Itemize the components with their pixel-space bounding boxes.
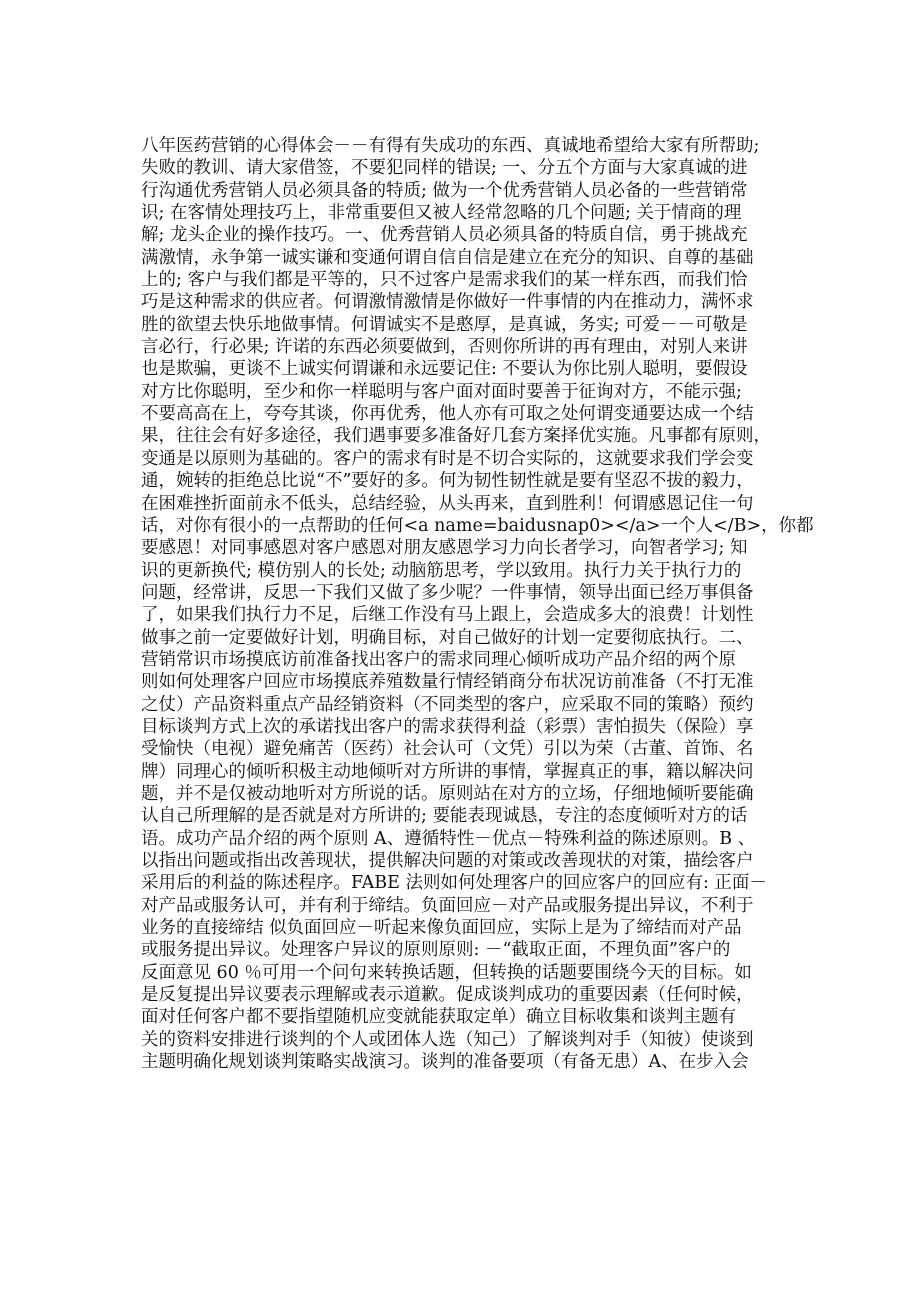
text-line: 面对任何客户都不要指望随机应变就能获取定单）确立目标收集和谈判主题有 — [141, 1007, 736, 1028]
text-line: 主题明确化规划谈判策略实战演习。谈判的准备要项（有备无患）A、在步入会 — [141, 1052, 749, 1073]
text-line: 话，对你有很小的一点帮助的任何<a name=baidusnap0></a>一个人</B>，你都 — [141, 515, 814, 536]
text-line: 失败的教训、请大家借签，不要犯同样的错误; 一、分五个方面与大家真诚的进 — [141, 158, 748, 179]
text-line: 对产品或服务认可，并有利于缔结。负面回应－对产品或服务提出异议，不利于 — [141, 895, 754, 916]
text-line: 胜的欲望去快乐地做事情。何谓诚实不是憨厚，是真诚，务实; 可爱－－可敬是 — [141, 314, 748, 335]
text-line: 对方比你聪明，至少和你一样聪明与客户面对面时要善于征询对方，不能示强; — [141, 381, 742, 402]
text-line: 语。成功产品介绍的两个原则 A、遵循特性－优点－特殊利益的陈述原则。B 、 — [141, 828, 756, 849]
text-line: 解; 龙头企业的操作技巧。一、优秀营销人员必须具备的特质自信，勇于挑战充 — [141, 225, 748, 246]
text-line: 反面意见 60 ％可用一个问句来转换话题，但转换的话题要围绕今天的目标。如 — [141, 962, 752, 983]
text-line: 是反复提出异议要表示理解或表示道歉。促成谈判成功的重要因素（任何时候， — [141, 985, 754, 1006]
text-line: 了，如果我们执行力不足，后继工作没有马上跟上，会造成多大的浪费！计划性 — [141, 605, 754, 626]
text-line: 满激情，永争第一诚实谦和变通何谓自信自信是建立在充分的知识、自尊的基础 — [141, 247, 754, 268]
text-line: 或服务提出异议。处理客户异议的原则原则: －“截取正面，不理负面”客户的 — [141, 940, 731, 961]
text-line: 识的更新换代; 模仿别人的长处; 动脑筋思考，学以致用。执行力关于执行力的 — [141, 560, 742, 581]
text-line: 言必行，行必果; 许诺的东西必须要做到，否则你所讲的再有理由，对别人来讲 — [141, 337, 748, 358]
text-line: 行沟通优秀营销人员必须具备的特质; 做为一个优秀营销人员必备的一些营销常 — [141, 180, 748, 201]
text-line: 变通是以原则为基础的。客户的需求有时是不切合实际的，这就要求我们学会变 — [141, 448, 754, 469]
text-line: 之仗）产品资料重点产品经销资料（不同类型的客户，应采取不同的策略）预约 — [141, 694, 754, 715]
text-line: 上的; 客户与我们都是平等的，只不过客户是需求我们的某一样东西，而我们恰 — [141, 270, 748, 291]
text-line: 牌）同理心的倾听积极主动地倾听对方所讲的事情，掌握真正的事，籍以解决问 — [141, 761, 754, 782]
text-line: 业务的直接缔结 似负面回应－听起来像负面回应，实际上是为了缔结而对产品 — [141, 918, 742, 939]
text-line: 做事之前一定要做好计划，明确目标，对自己做好的计划一定要彻底执行。二、 — [141, 627, 754, 648]
text-line: 果，往往会有好多途径，我们遇事要多准备好几套方案择优实施。凡事都有原则， — [141, 426, 771, 447]
text-line: 识; 在客情处理技巧上，非常重要但又被人经常忽略的几个问题; 关于情商的理 — [141, 203, 742, 224]
text-line: 题，并不是仅被动地听对方所说的话。原则站在对方的立场，仔细地倾听要能确 — [141, 783, 754, 804]
text-line: 通，婉转的拒绝总比说“不”要好的多。何为韧性韧性就是要有坚忍不拔的毅力， — [141, 471, 754, 492]
text-line: 以指出问题或指出改善现状，提供解决问题的对策或改善现状的对策，描绘客户 — [141, 851, 754, 871]
text-line: 八年医药营销的心得体会－－有得有失成功的东西、真诚地希望给大家有所帮助; — [141, 136, 760, 156]
text-line: 在困难挫折面前永不低头，总结经验，从头再来，直到胜利！何谓感恩记住一句 — [141, 493, 754, 514]
text-line: 不要高高在上，夸夸其谈，你再优秀，他人亦有可取之处何谓变通要达成一个结 — [141, 404, 754, 425]
text-line: 目标谈判方式上次的承诺找出客户的需求获得利益（彩票）害怕损失（保险）享 — [141, 716, 754, 737]
text-line: 问题，经常讲，反思一下我们又做了多少呢？一件事情，领导出面已经万事俱备 — [141, 582, 754, 603]
text-line: 关的资料安排进行谈判的个人或团体人选（知己）了解谈判对手（知彼）使谈到 — [141, 1029, 754, 1050]
text-line: 营销常识市场摸底访前准备找出客户的需求同理心倾听成功产品介绍的两个原 — [141, 649, 736, 670]
text-line: 则如何处理客户回应市场摸底养殖数量行情经销商分布状况访前准备（不打无准 — [141, 672, 754, 693]
text-line: 采用后的利益的陈述程序。FABE 法则如何处理客户的回应客户的回应有: 正面－ — [141, 873, 767, 894]
text-line: 也是欺骗，更谈不上诚实何谓谦和永远要记住: 不要认为你比别人聪明，要假设 — [141, 359, 748, 380]
text-line: 巧是这种需求的供应者。何谓激情激情是你做好一件事情的内在推动力，满怀求 — [141, 292, 754, 313]
text-line: 受愉快（电视）避免痛苦（医药）社会认可（文凭）引以为荣（古董、首饰、名 — [141, 739, 754, 760]
text-line: 认自己所理解的是否就是对方所讲的; 要能表现诚恳，专注的态度倾听对方的话 — [141, 806, 748, 827]
document-body — [141, 135, 814, 1073]
text-line: 要感恩！对同事感恩对客户感恩对朋友感恩学习力向长者学习，向智者学习; 知 — [141, 538, 748, 559]
